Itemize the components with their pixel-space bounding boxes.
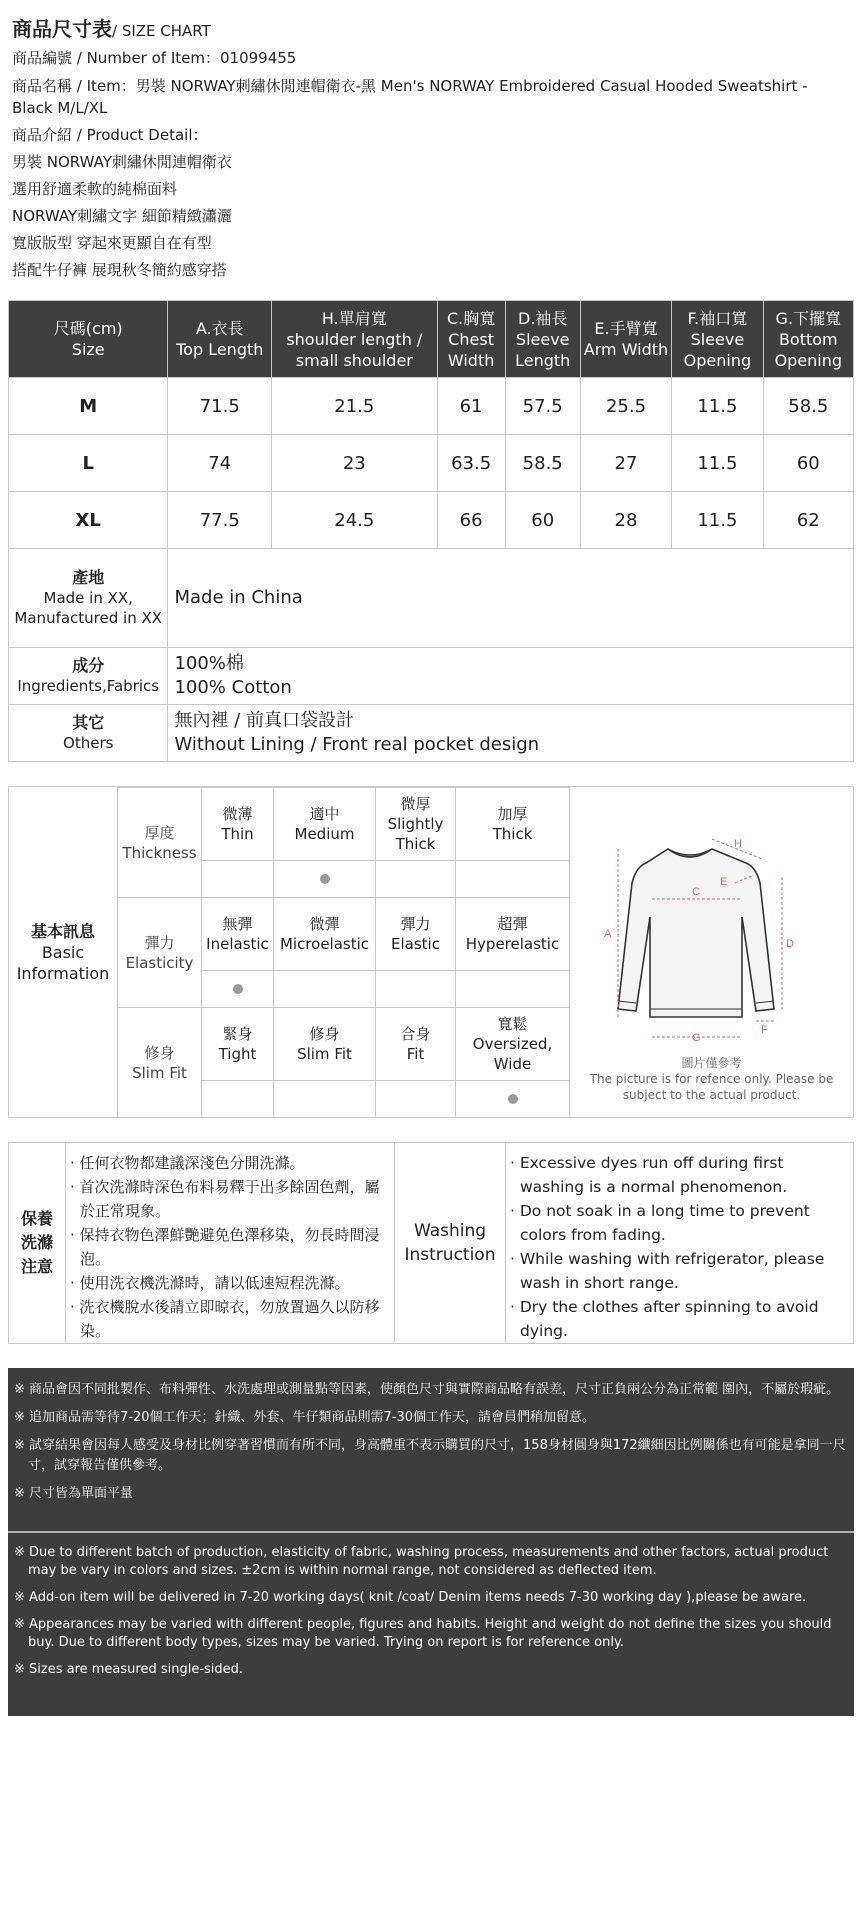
indicator-cell bbox=[274, 971, 376, 1008]
option-medium: 適中 Medium bbox=[274, 788, 376, 861]
notice-item: ※ 商品會因不同批製作、布料彈性、水洗處理或測量點等因素，使顏色尺寸與實際商品略有誤差，尺寸正負兩公分為正常範 圍內，不屬於瑕疵。 bbox=[14, 1382, 840, 1397]
others-value: 無內裡 / 前真口袋設計 Without Lining / Front real pocket design bbox=[168, 705, 854, 762]
notice-item: ※ Sizes are measured single-sided. bbox=[14, 1662, 244, 1677]
table-cell: 71.5 bbox=[168, 378, 272, 435]
header-sleeve-opening: F.袖口寬 Sleeve Opening bbox=[672, 301, 763, 378]
title-zh: 商品尺寸表 bbox=[12, 17, 112, 41]
fabric-value: 100%棉 100% Cotton bbox=[168, 648, 854, 705]
product-detail-label: 商品介紹 / Product Detail： bbox=[12, 126, 208, 144]
indicator-cell bbox=[456, 861, 570, 898]
indicator-cell bbox=[202, 1081, 274, 1118]
size-cell: L bbox=[9, 435, 168, 492]
notice-item: ※ Add-on item will be delivered in 7-20 working days( knit /coat/ Denim items needs 7-30 working day ),please be aware. bbox=[14, 1590, 807, 1605]
header-bottom-opening: G.下擺寬 Bottom Opening bbox=[763, 301, 853, 378]
option-fit: 合身 Fit bbox=[376, 1008, 456, 1081]
table-cell: 60 bbox=[505, 492, 580, 549]
fabric-row bbox=[9, 648, 854, 705]
table-row bbox=[9, 435, 854, 492]
indicator-cell bbox=[274, 861, 376, 898]
label-c: C bbox=[692, 886, 700, 898]
table-cell: 21.5 bbox=[272, 378, 438, 435]
header-sleeve-length: D.袖長 Sleeve Length bbox=[505, 301, 580, 378]
label-d: D bbox=[786, 938, 794, 950]
selected-dot-icon bbox=[320, 874, 330, 884]
size-cell: XL bbox=[9, 492, 168, 549]
washing-label-en: Washing Instruction bbox=[394, 1143, 506, 1343]
size-chart-title bbox=[12, 16, 852, 45]
others-row bbox=[9, 705, 854, 762]
table-cell: 66 bbox=[437, 492, 505, 549]
origin-row bbox=[9, 549, 854, 648]
header-arm-width: E.手臂寬 Arm Width bbox=[580, 301, 671, 378]
notice-item: ※ 尺寸皆為單面平量 bbox=[14, 1486, 134, 1501]
label-e: E bbox=[720, 876, 728, 888]
washing-list-zh bbox=[66, 1151, 384, 1343]
label-g: G bbox=[692, 1032, 701, 1044]
washing-label-zh: 保養 洗滌 注意 bbox=[9, 1143, 66, 1343]
item-number-value: 01099455 bbox=[220, 49, 297, 67]
selected-dot-icon bbox=[233, 984, 243, 994]
list-item: · While washing with refrigerator, please wash in short range. bbox=[510, 1250, 825, 1292]
table-cell: 25.5 bbox=[580, 378, 671, 435]
indicator-cell bbox=[202, 861, 274, 898]
product-detail-line: 搭配牛仔褲 展現秋冬簡約感穿搭 bbox=[12, 261, 227, 279]
list-item: · Do not soak in a long time to prevent colors from fading. bbox=[510, 1202, 810, 1244]
table-cell: 77.5 bbox=[168, 492, 272, 549]
table-cell: 11.5 bbox=[672, 492, 763, 549]
indicator-cell bbox=[202, 971, 274, 1008]
option-thin: 微薄 Thin bbox=[202, 788, 274, 861]
item-number-label: 商品編號 / Number of Item： bbox=[12, 49, 220, 67]
option-microelastic: 微彈 Microelastic bbox=[274, 898, 376, 971]
washing-instruction bbox=[8, 1142, 854, 1344]
list-item: · Dry the clothes after spinning to avoid dying. bbox=[510, 1298, 819, 1340]
size-table bbox=[8, 300, 854, 762]
indicator-cell bbox=[376, 971, 456, 1008]
header-size: 尺碼(cm) Size bbox=[9, 301, 168, 378]
elasticity-label: 彈力 Elasticity bbox=[118, 898, 202, 1008]
basic-info-label: 基本訊息 Basic Information bbox=[9, 787, 118, 1117]
table-row bbox=[9, 492, 854, 549]
header-top-length: A.衣長 Top Length bbox=[168, 301, 272, 378]
indicator-cell bbox=[376, 861, 456, 898]
size-table-header bbox=[9, 301, 854, 378]
origin-label: 產地 Made in XX, Manufactured in XX bbox=[9, 549, 168, 648]
thickness-label: 厚度 Thickness bbox=[118, 788, 202, 898]
notice-item: ※ Appearances may be varied with different people, figures and habits. Height and weight do not define the sizes you should buy. Due to different body types, sizes may be varied. Trying on report is for reference only. bbox=[14, 1617, 832, 1650]
product-detail-line: 男裝 NORWAY刺繡休閒連帽衛衣 bbox=[12, 153, 232, 171]
others-label: 其它 Others bbox=[9, 705, 168, 762]
table-cell: 61 bbox=[437, 378, 505, 435]
figure-caption: 圖片僅參考 The picture is for refence only. Please be subject to the actual product. bbox=[589, 1056, 834, 1102]
label-h: H bbox=[734, 838, 742, 850]
option-tight: 緊身 Tight bbox=[202, 1008, 274, 1081]
list-item: · 任何衣物都建議深淺色分開洗滌。 bbox=[70, 1154, 305, 1172]
option-thick: 加厚 Thick bbox=[456, 788, 570, 861]
title-en: / SIZE CHART bbox=[112, 22, 211, 40]
washing-list-en bbox=[506, 1151, 851, 1343]
notice-panel bbox=[8, 1368, 854, 1716]
indicator-cell bbox=[456, 971, 570, 1008]
list-item: · 保持衣物色澤鮮艷避免色澤移染，勿長時間浸泡。 bbox=[70, 1226, 380, 1268]
selected-dot-icon bbox=[508, 1094, 518, 1104]
item-name-label: 商品名稱 / Item： bbox=[12, 77, 136, 95]
table-cell: 23 bbox=[272, 435, 438, 492]
label-f: F bbox=[761, 1024, 768, 1036]
fit-label: 修身 Slim Fit bbox=[118, 1008, 202, 1118]
table-cell: 28 bbox=[580, 492, 671, 549]
option-elastic: 彈力 Elastic bbox=[376, 898, 456, 971]
table-cell: 63.5 bbox=[437, 435, 505, 492]
item-number bbox=[12, 45, 852, 72]
item-name-value: 男裝 NORWAY刺繡休閒連帽衛衣-黑 Men's NORWAY Embroidered Casual Hooded Sweatshirt - Black M/L/XL bbox=[12, 77, 808, 117]
product-detail-line: 選用舒適柔軟的純棉面料 bbox=[12, 180, 178, 198]
list-item: · 使用洗衣機洗滌時，請以低速短程洗滌。 bbox=[70, 1274, 350, 1292]
notice-en bbox=[14, 1544, 848, 1688]
option-oversized: 寬鬆 Oversized, Wide bbox=[456, 1008, 570, 1081]
label-a: A bbox=[604, 928, 612, 940]
table-row bbox=[9, 378, 854, 435]
divider bbox=[8, 1531, 854, 1533]
product-detail-line: 寬版版型 穿起來更顯自在有型 bbox=[12, 234, 212, 252]
indicator-cell bbox=[274, 1081, 376, 1118]
table-cell: 57.5 bbox=[505, 378, 580, 435]
header-shoulder: H.單肩寬 shoulder length / small shoulder bbox=[272, 301, 438, 378]
list-item: · 洗衣機脫水後請立即晾衣，勿放置過久以防移染。 bbox=[70, 1298, 380, 1340]
measurement-figure bbox=[570, 787, 853, 1117]
size-cell: M bbox=[9, 378, 168, 435]
indicator-cell bbox=[376, 1081, 456, 1118]
basic-information bbox=[8, 786, 854, 1118]
notice-item: ※ 試穿結果會因每人感受及身材比例穿著習慣而有所不同，身高體重不表示購買的尺寸，158身材圓身與172纖細因比例關係也有可能是拿同一尺寸，試穿報告僅供參考。 bbox=[14, 1438, 846, 1473]
option-slightly-thick: 微厚 Slightly Thick bbox=[376, 788, 456, 861]
table-cell: 11.5 bbox=[672, 378, 763, 435]
product-detail-line: NORWAY刺繡文字 細節精緻瀟灑 bbox=[12, 207, 232, 225]
table-cell: 74 bbox=[168, 435, 272, 492]
fabric-label: 成分 Ingredients,Fabrics bbox=[9, 648, 168, 705]
table-cell: 60 bbox=[763, 435, 853, 492]
origin-value: Made in China bbox=[168, 549, 854, 648]
option-slim-fit: 修身 Slim Fit bbox=[274, 1008, 376, 1081]
notice-zh bbox=[14, 1380, 848, 1512]
notice-item: ※ 追加商品需等待7-20個工作天；針織、外套、牛仔類商品則需7-30個工作天，請會員們稍加留意。 bbox=[14, 1410, 596, 1425]
header-chest-width: C.胸寬 Chest Width bbox=[437, 301, 505, 378]
table-cell: 24.5 bbox=[272, 492, 438, 549]
notice-item: ※ Due to different batch of production, elasticity of fabric, washing process, measurements and other factors, actual product may be vary in colors and sizes. ±2cm is within normal range, not considered as deflected item. bbox=[14, 1545, 829, 1578]
option-inelastic: 無彈 Inelastic bbox=[202, 898, 274, 971]
sweatshirt-diagram-icon bbox=[570, 787, 853, 1049]
item-name bbox=[12, 72, 852, 122]
list-item: · 首次洗滌時深色布料易釋于出多餘固色劑，屬於正常現象。 bbox=[70, 1178, 380, 1220]
table-cell: 62 bbox=[763, 492, 853, 549]
list-item: · Excessive dyes run off during first washing is a normal phenomenon. bbox=[510, 1154, 788, 1196]
table-cell: 58.5 bbox=[763, 378, 853, 435]
table-cell: 27 bbox=[580, 435, 671, 492]
indicator-cell bbox=[456, 1081, 570, 1118]
table-cell: 58.5 bbox=[505, 435, 580, 492]
option-hyperelastic: 超彈 Hyperelastic bbox=[456, 898, 570, 971]
product-info bbox=[12, 16, 852, 284]
attribute-grid bbox=[117, 787, 569, 1117]
table-cell: 11.5 bbox=[672, 435, 763, 492]
